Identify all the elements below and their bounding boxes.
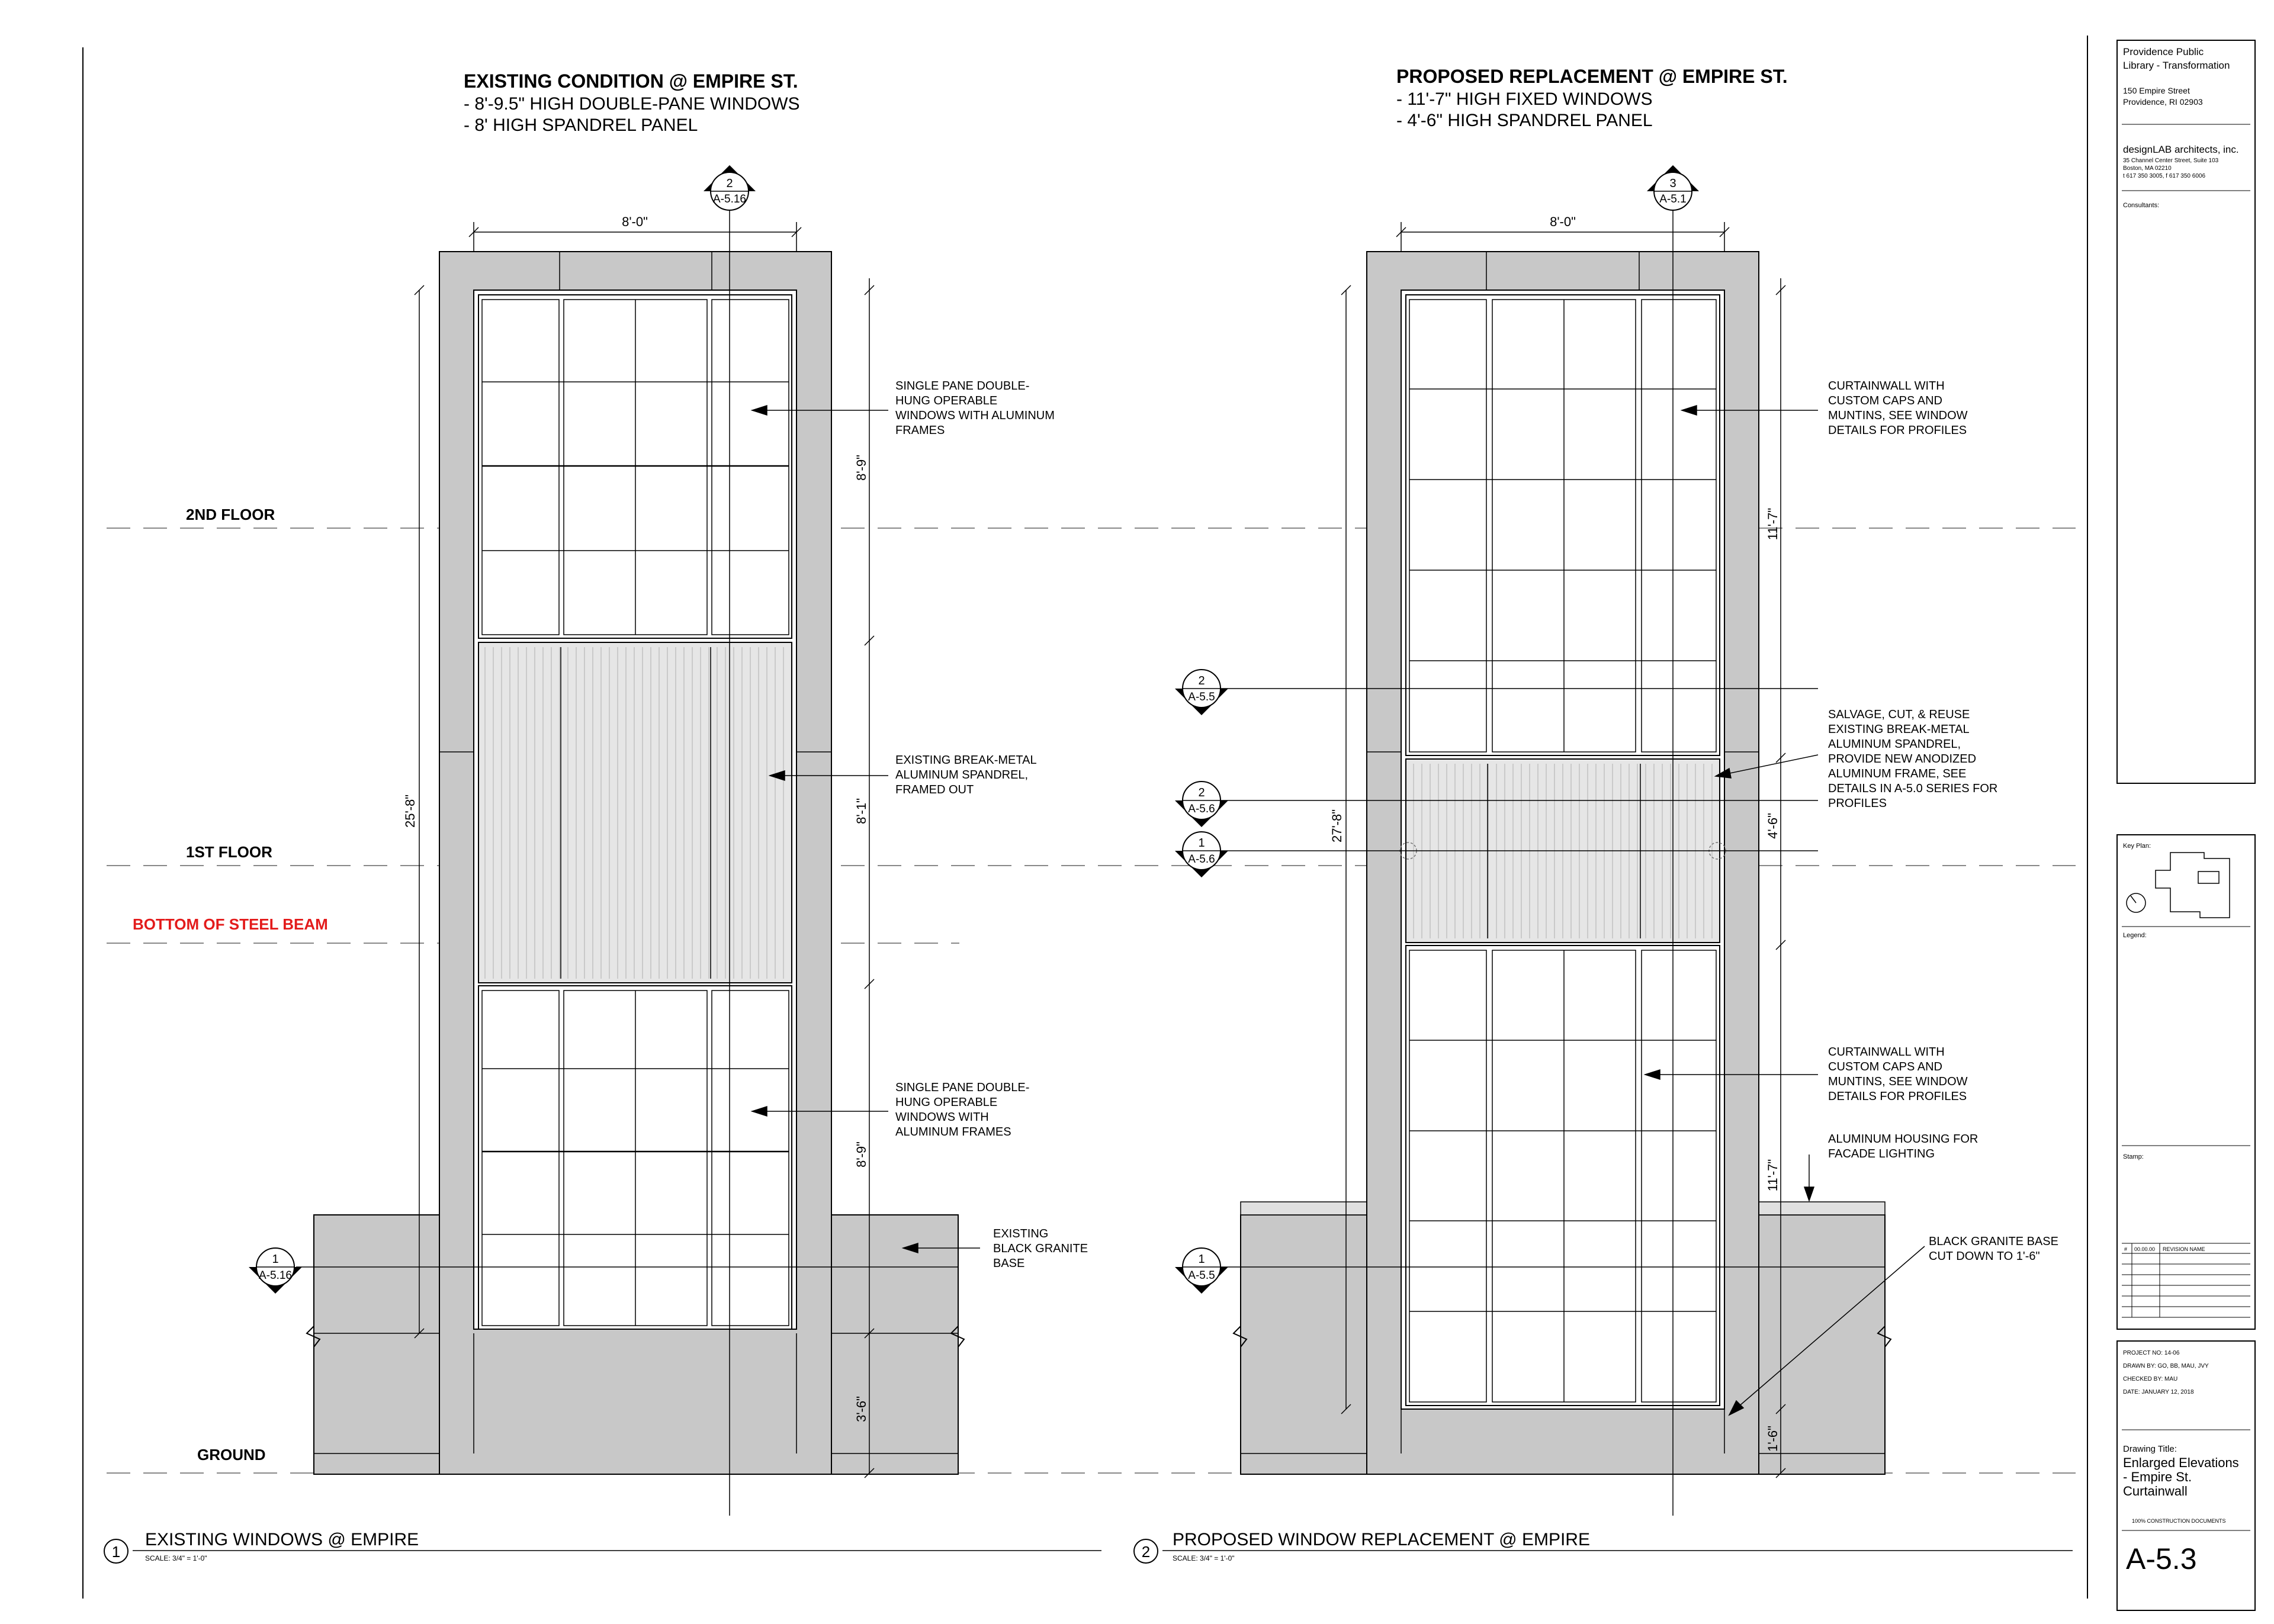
d1-header-title: EXISTING CONDITION @ EMPIRE ST. (464, 70, 798, 92)
svg-text:CURTAINWALL WITH: CURTAINWALL WITH (1828, 1046, 1945, 1059)
svg-text:MUNTINS, SEE WINDOW: MUNTINS, SEE WINDOW (1828, 1075, 1968, 1088)
d1-note-lower (895, 1081, 1029, 1139)
d2-note-upper (1828, 380, 1968, 437)
tb-drawing-title-label: Drawing Title: (2123, 1444, 2177, 1454)
svg-text:EXISTING BREAK-METAL: EXISTING BREAK-METAL (895, 754, 1037, 767)
svg-text:2: 2 (1198, 674, 1205, 687)
tb-project-no: PROJECT NO: 14-06 (2123, 1350, 2180, 1356)
tb-status: 100% CONSTRUCTION DOCUMENTS (2132, 1518, 2226, 1524)
d1-note-upper (895, 380, 1055, 437)
drawing-proposed-elevation (1134, 66, 2073, 1563)
d1-dim-upper: 8'-9" (854, 455, 869, 481)
d2-dim-lower: 11'-7" (1765, 1159, 1780, 1192)
tb-keyplan-box (2117, 835, 2255, 1329)
tb-architect-address-2: Boston, MA 02210 (2123, 165, 2172, 172)
d2-caption-number: 2 (1141, 1543, 1151, 1561)
d2-section-top-ref: A-5.1 (1659, 193, 1687, 205)
d1-width-dim-label: 8'-0" (622, 214, 648, 229)
svg-text:CUSTOM CAPS AND: CUSTOM CAPS AND (1828, 1060, 1942, 1073)
d1-section-top-ref: A-5.16 (713, 193, 746, 205)
d2-section-marker-a (1175, 670, 1228, 715)
drawing-existing-elevation (104, 70, 1101, 1563)
d1-caption-number: 1 (111, 1543, 121, 1561)
tb-stamp-label: Stamp: (2123, 1153, 2144, 1160)
d1-dim-base: 3'-6" (854, 1396, 869, 1422)
level-label-second-floor: 2ND FLOOR (186, 506, 275, 523)
tb-key-plan-label: Key Plan: (2123, 842, 2151, 850)
tb-architect-name: designLAB architects, inc. (2123, 144, 2239, 155)
svg-text:HUNG OPERABLE: HUNG OPERABLE (895, 1096, 998, 1109)
svg-text:A-5.6: A-5.6 (1188, 853, 1215, 866)
svg-text:ALUMINUM HOUSING FOR: ALUMINUM HOUSING FOR (1828, 1133, 1978, 1146)
d1-section-top-num: 2 (726, 177, 733, 190)
tb-architect-phone: t 617 350 3005, f 617 350 6006 (2123, 173, 2206, 179)
d2-note-base (1929, 1235, 2058, 1263)
d1-header-note-2: - 8' HIGH SPANDREL PANEL (464, 115, 698, 135)
d1-section-side-num: 1 (272, 1253, 279, 1266)
d2-width-dim-label: 8'-0" (1550, 214, 1576, 229)
d2-section-marker-top (1647, 165, 1699, 210)
d1-header-note-1: - 8'-9.5" HIGH DOUBLE-PANE WINDOWS (464, 94, 800, 114)
d2-section-marker-b (1175, 782, 1228, 827)
level-label-steel-beam: BOTTOM OF STEEL BEAM (133, 915, 328, 933)
tb-drawing-title-2: - Empire St. (2123, 1469, 2192, 1484)
svg-text:2: 2 (1198, 786, 1205, 799)
tb-consultants-label: Consultants: (2123, 202, 2160, 209)
tb-date: DATE: JANUARY 12, 2018 (2123, 1389, 2194, 1395)
d2-header-title: PROPOSED REPLACEMENT @ EMPIRE ST. (1396, 66, 1788, 87)
key-plan-diagram (2127, 853, 2230, 918)
tb-project-name-2: Library - Transformation (2123, 60, 2230, 71)
d2-header-note-1: - 11'-7" HIGH FIXED WINDOWS (1396, 89, 1653, 109)
svg-text:CURTAINWALL WITH: CURTAINWALL WITH (1828, 380, 1945, 393)
tb-rev-col-num: # (2124, 1246, 2128, 1252)
tb-address-1: 150 Empire Street (2123, 86, 2190, 95)
svg-text:FACADE LIGHTING: FACADE LIGHTING (1828, 1147, 1935, 1160)
tb-architect-address-1: 35 Channel Center Street, Suite 103 (2123, 157, 2219, 164)
svg-text:1: 1 (1198, 837, 1205, 850)
tb-legend-label: Legend: (2123, 932, 2147, 939)
svg-text:A-5.6: A-5.6 (1188, 803, 1215, 815)
svg-text:EXISTING: EXISTING (993, 1227, 1049, 1240)
svg-text:SALVAGE, CUT, & REUSE: SALVAGE, CUT, & REUSE (1828, 708, 1970, 721)
d2-dim-upper: 11'-7" (1765, 507, 1780, 541)
title-block (2117, 40, 2255, 1610)
svg-text:PROFILES: PROFILES (1828, 797, 1887, 810)
svg-text:EXISTING BREAK-METAL: EXISTING BREAK-METAL (1828, 723, 1970, 736)
d1-total-dim-label: 25'-8" (403, 794, 417, 828)
tb-sheet-number: A-5.3 (2126, 1542, 2197, 1575)
svg-text:CUT DOWN TO 1'-6": CUT DOWN TO 1'-6" (1929, 1250, 2040, 1263)
svg-text:DETAILS FOR PROFILES: DETAILS FOR PROFILES (1828, 424, 1967, 437)
tb-rev-col-name: REVISION NAME (2163, 1246, 2205, 1252)
d2-lighting-housing-right (1758, 1202, 1885, 1215)
tb-project-name-1: Providence Public (2123, 46, 2204, 57)
d1-caption-scale: SCALE: 3/4" = 1'-0" (145, 1554, 207, 1562)
d1-dim-lower: 8'-9" (854, 1141, 869, 1168)
d1-caption-title: EXISTING WINDOWS @ EMPIRE (145, 1530, 419, 1549)
svg-text:WINDOWS WITH ALUMINUM: WINDOWS WITH ALUMINUM (895, 409, 1055, 422)
svg-text:BLACK GRANITE: BLACK GRANITE (993, 1242, 1088, 1255)
d2-note-spandrel (1828, 708, 1997, 810)
d1-section-marker-side (249, 1248, 302, 1294)
d2-dim-mid: 4'-6" (1765, 813, 1780, 839)
svg-text:CUSTOM CAPS AND: CUSTOM CAPS AND (1828, 394, 1942, 407)
d2-header-note-2: - 4'-6" HIGH SPANDREL PANEL (1396, 111, 1653, 130)
svg-text:DETAILS FOR PROFILES: DETAILS FOR PROFILES (1828, 1090, 1967, 1103)
d2-total-dim-label: 27'-8" (1329, 809, 1344, 843)
d1-note-base (993, 1227, 1088, 1270)
svg-text:MUNTINS, SEE WINDOW: MUNTINS, SEE WINDOW (1828, 409, 1968, 422)
d2-section-marker-d (1175, 1248, 1228, 1294)
svg-text:SINGLE PANE DOUBLE-: SINGLE PANE DOUBLE- (895, 1081, 1030, 1094)
svg-text:DETAILS IN A-5.0 SERIES FOR: DETAILS IN A-5.0 SERIES FOR (1828, 782, 1998, 795)
d2-caption-scale: SCALE: 3/4" = 1'-0" (1173, 1554, 1235, 1562)
d1-dim-mid: 8'-1" (854, 798, 869, 824)
d1-section-marker-top (704, 165, 756, 210)
d2-note-lower (1828, 1046, 1968, 1103)
svg-text:BLACK GRANITE BASE: BLACK GRANITE BASE (1929, 1235, 2058, 1248)
d1-section-side-ref: A-5.16 (259, 1269, 292, 1282)
d2-lighting-housing-left (1241, 1202, 1368, 1215)
svg-text:A-5.5: A-5.5 (1188, 1269, 1215, 1282)
level-label-first-floor: 1ST FLOOR (186, 843, 272, 861)
svg-text:WINDOWS WITH: WINDOWS WITH (895, 1111, 989, 1124)
svg-text:ALUMINUM FRAME, SEE: ALUMINUM FRAME, SEE (1828, 767, 1967, 780)
tb-checked-by: CHECKED BY: MAU (2123, 1376, 2178, 1382)
d1-note-spandrel (895, 754, 1037, 796)
d2-note-lighting (1828, 1133, 1978, 1160)
tb-drawing-title-3: Curtainwall (2123, 1484, 2188, 1498)
tb-revision-table (2122, 1243, 2250, 1317)
tb-drawn-by: DRAWN BY: GO, BB, MAU, JVY (2123, 1363, 2209, 1369)
svg-text:FRAMED OUT: FRAMED OUT (895, 783, 974, 796)
tb-address-2: Providence, RI 02903 (2123, 97, 2203, 107)
svg-text:ALUMINUM SPANDREL,: ALUMINUM SPANDREL, (1828, 738, 1961, 751)
d2-section-marker-c (1175, 832, 1228, 877)
svg-text:ALUMINUM FRAMES: ALUMINUM FRAMES (895, 1125, 1011, 1139)
d2-dim-base: 1'-6" (1765, 1426, 1780, 1452)
svg-text:ALUMINUM SPANDREL,: ALUMINUM SPANDREL, (895, 768, 1029, 782)
level-label-ground: GROUND (197, 1446, 266, 1464)
svg-text:SINGLE PANE DOUBLE-: SINGLE PANE DOUBLE- (895, 380, 1030, 393)
svg-text:1: 1 (1198, 1253, 1205, 1266)
tb-drawing-title-1: Enlarged Elevations (2123, 1455, 2239, 1470)
svg-text:FRAMES: FRAMES (895, 424, 945, 437)
d2-section-top-num: 3 (1669, 177, 1676, 190)
svg-text:BASE: BASE (993, 1257, 1025, 1270)
tb-rev-col-date: 00.00.00 (2134, 1246, 2156, 1252)
svg-text:HUNG OPERABLE: HUNG OPERABLE (895, 394, 998, 407)
d2-caption-title: PROPOSED WINDOW REPLACEMENT @ EMPIRE (1173, 1530, 1590, 1549)
svg-text:PROVIDE NEW ANODIZED: PROVIDE NEW ANODIZED (1828, 752, 1977, 766)
svg-text:A-5.5: A-5.5 (1188, 691, 1215, 703)
